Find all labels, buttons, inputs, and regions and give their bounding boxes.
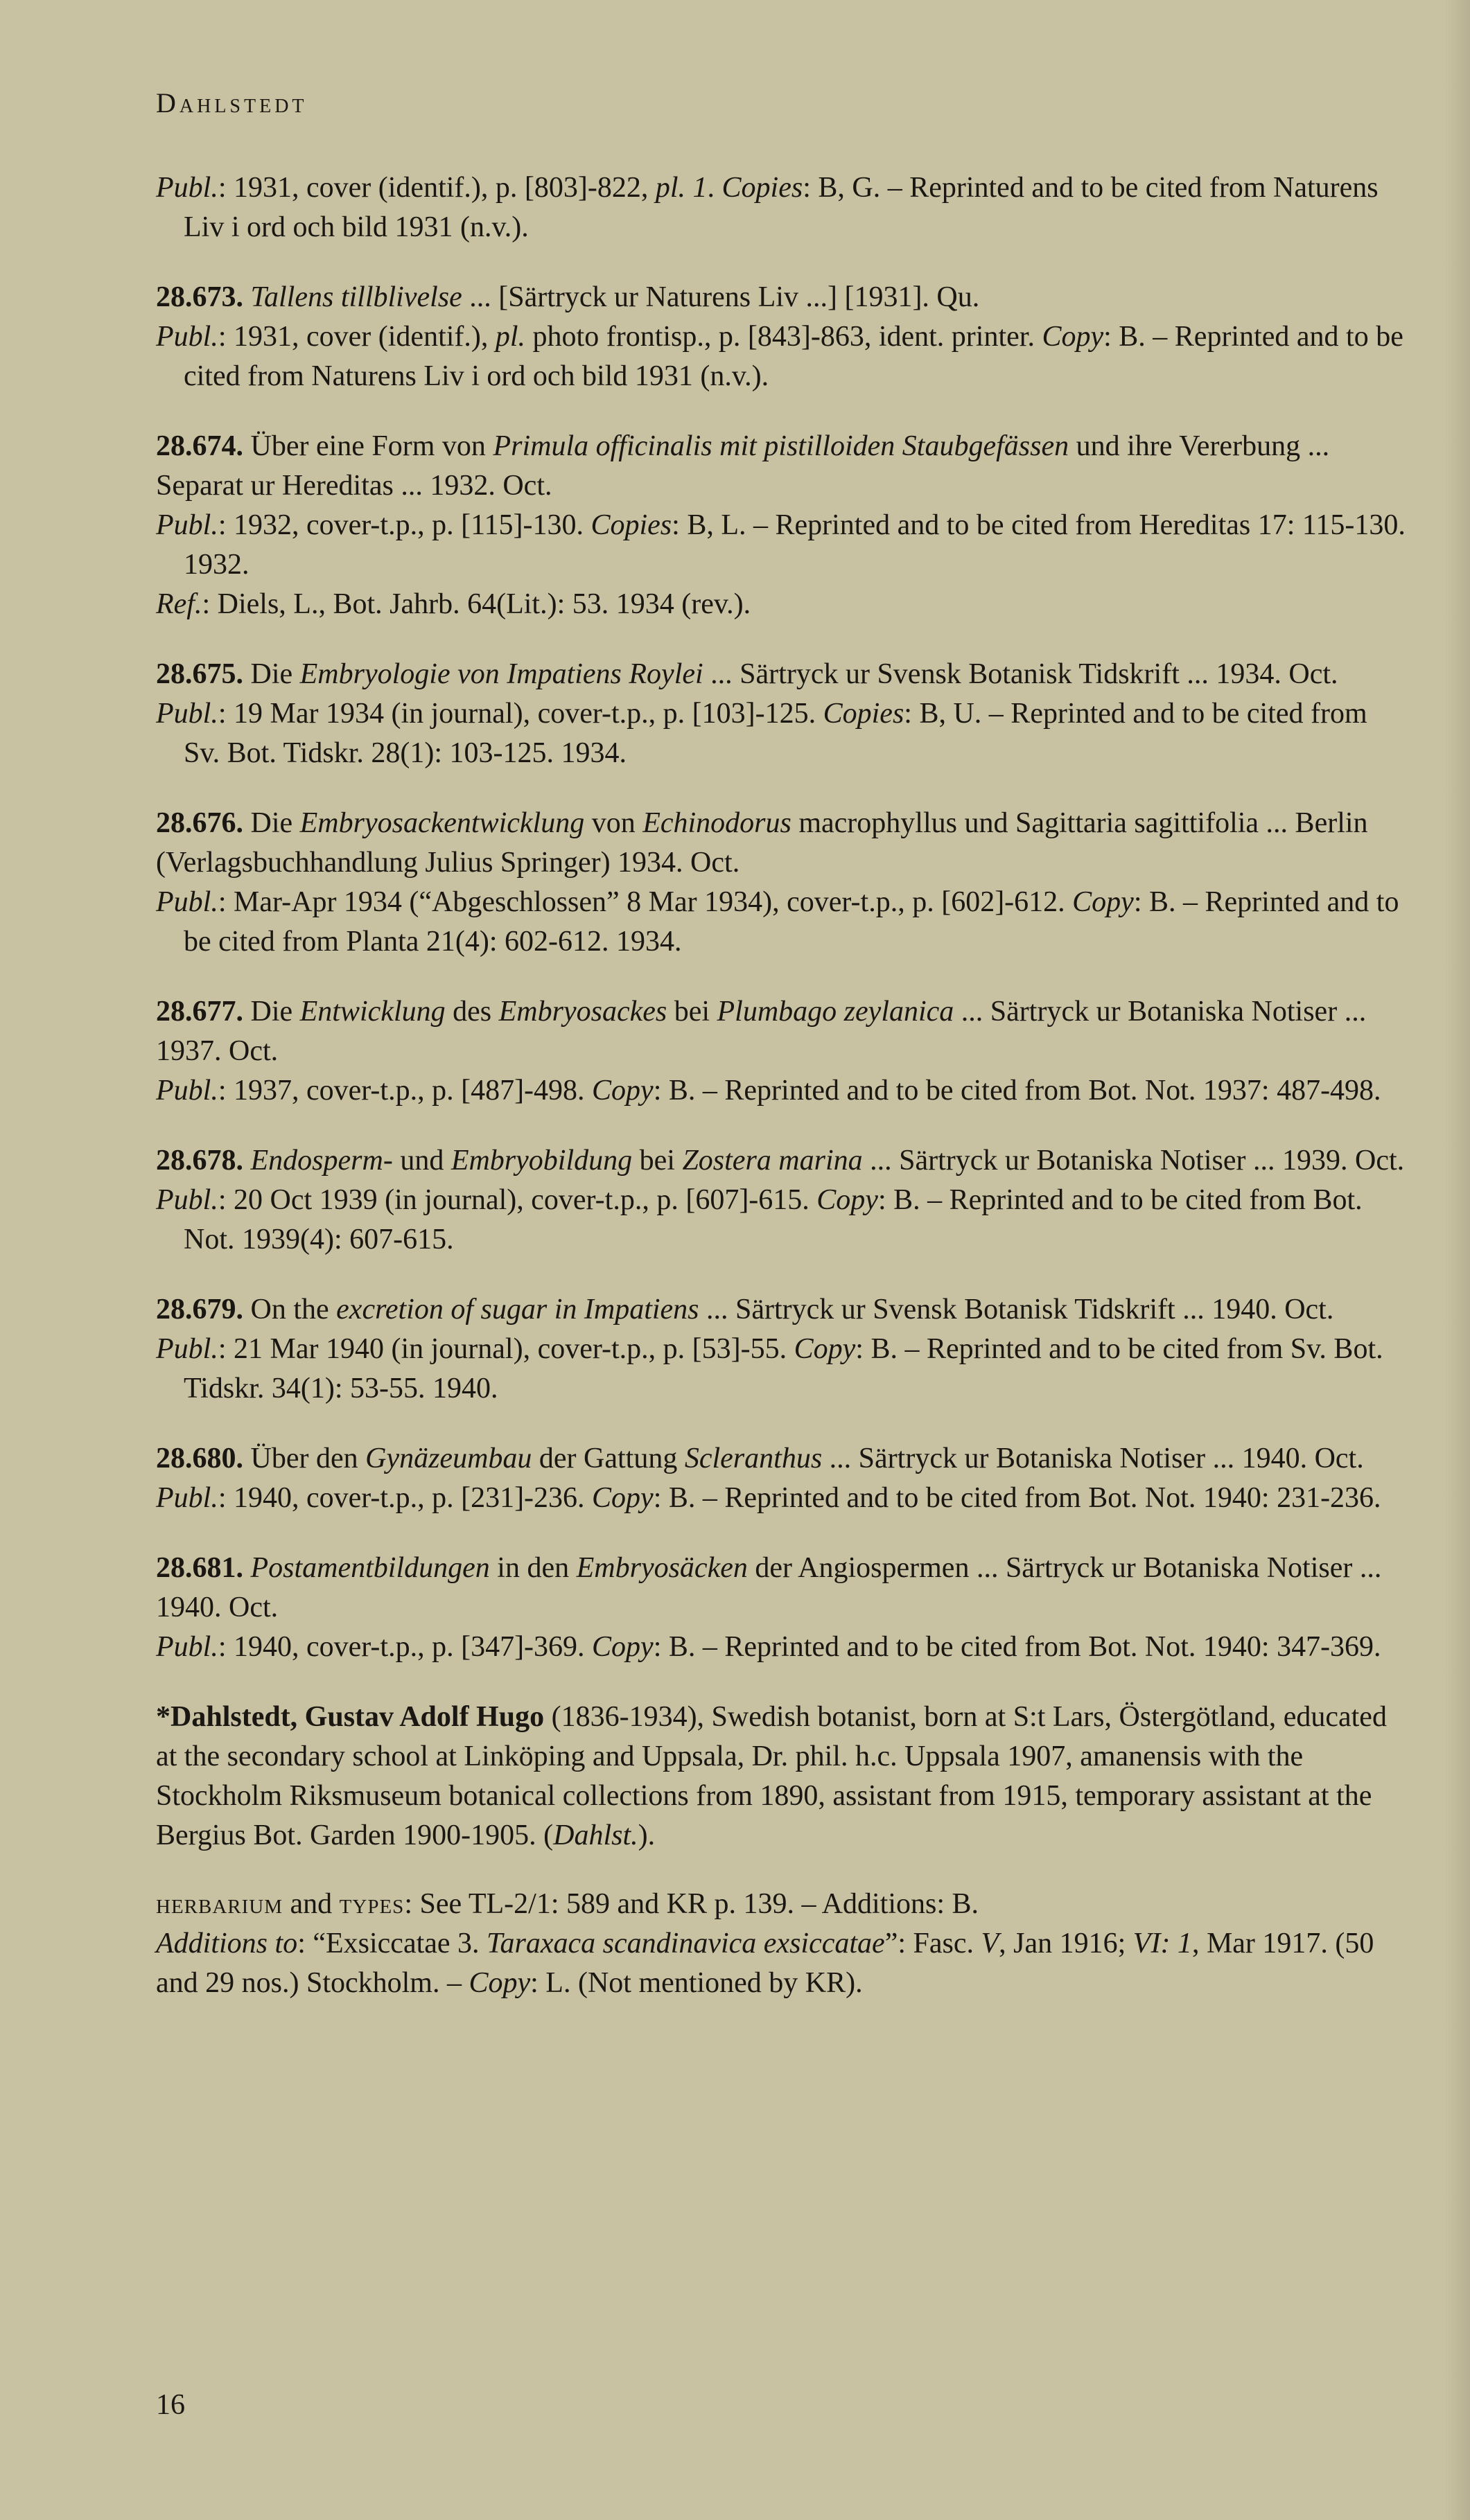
entry-title: [156, 1141, 1410, 1181]
publ-text: : 20 Oct 1939 (in journal), cover-t.p., p. [607]-615. Copy: B. – Reprinted and to be cited from Bot. Not. 1939(4): 607-615.: [184, 1184, 1363, 1255]
publ-label: Publ.: [156, 321, 218, 353]
entry-publication: [156, 506, 1410, 585]
publ-label: Publ.: [156, 1482, 218, 1514]
entry-title: [156, 1549, 1410, 1628]
entry-publication: [156, 1479, 1410, 1518]
publ-label: Publ.: [156, 1075, 218, 1107]
entry-title: [156, 992, 1410, 1071]
publ-label: Publ.: [156, 886, 218, 918]
entry-title: [156, 278, 1410, 317]
bibliography-entry: [156, 278, 1410, 396]
ref-text: : Diels, L., Bot. Jahrb. 64(Lit.): 53. 1934 (rev.).: [202, 588, 751, 620]
entry-title: [156, 804, 1410, 883]
entry-title-text: Die Embryologie von Impatiens Roylei ... Särtryck ur Svensk Botanisk Tidskrift ... 1934. Oct.: [243, 658, 1338, 690]
bibliography-entry: [156, 1549, 1410, 1667]
publ-text: : Mar-Apr 1934 (“Abgeschlossen” 8 Mar 1934), cover-t.p., p. [602]-612. Copy: B. – Reprinted and to be cited from Planta 21(4): 602-612. 1934.: [184, 886, 1399, 958]
biography-paragraph: [156, 1698, 1410, 1856]
publ-text: : 21 Mar 1940 (in journal), cover-t.p., p. [53]-55. Copy: B. – Reprinted and to be cited from Sv. Bot. Tidskr. 34(1): 53-55. 1940.: [184, 1333, 1383, 1404]
herbarium-section: [156, 1885, 1410, 2003]
entry-title-text: Tallens tillblivelse ... [Särtryck ur Naturens Liv ...] [1931]. Qu.: [250, 281, 980, 313]
entry-number: 28.676.: [156, 807, 243, 839]
publ-text: : 1931, cover (identif.), p. [803]-822, pl. 1. Copies: B, G. – Reprinted and to be cited from Naturens Liv i ord och bild 1931 (n.v.).: [184, 172, 1379, 243]
entry-publication: [156, 1330, 1410, 1409]
publ-text: : 1937, cover-t.p., p. [487]-498. Copy: B. – Reprinted and to be cited from Bot. Not. 1937: 487-498.: [218, 1075, 1381, 1107]
entry-title-text: On the excretion of sugar in Impatiens ... Särtryck ur Svensk Botanisk Tidskrift ... 1940. Oct.: [243, 1294, 1334, 1325]
entry-title-text: Postamentbildungen in den Embryosäcken der Angiospermen ... Särtryck ur Botaniska Notiser ... 1940. Oct.: [156, 1552, 1382, 1623]
entry-publication: [156, 1628, 1410, 1667]
entry-number: 28.681.: [156, 1552, 243, 1584]
bibliography-entry: [156, 804, 1410, 962]
ref-label: Ref.: [156, 588, 202, 620]
entry-publication: [156, 883, 1410, 962]
publ-label: Publ.: [156, 1631, 218, 1663]
entry-publication: [156, 1181, 1410, 1260]
entry-publication: [156, 168, 1410, 247]
entry-publication: [156, 694, 1410, 773]
publ-text: : 1940, cover-t.p., p. [347]-369. Copy: B. – Reprinted and to be cited from Bot. Not. 1940: 347-369.: [218, 1631, 1381, 1663]
entry-number: 28.678.: [156, 1145, 243, 1177]
biography-name: *Dahlstedt, Gustav Adolf Hugo: [156, 1701, 545, 1733]
bibliography-entries: [156, 168, 1410, 1667]
entry-title-text: Über den Gynäzeumbau der Gattung Scleranthus ... Särtryck ur Botaniska Notiser ... 1940. Oct.: [243, 1443, 1364, 1474]
page-edge-shadow: [1444, 0, 1470, 2520]
entry-number: 28.674.: [156, 430, 243, 462]
publ-label: Publ.: [156, 698, 218, 730]
entry-number: 28.680.: [156, 1443, 243, 1474]
herbarium-additions: Additions to: “Exsiccatae 3. Taraxaca scandinavica exsiccatae”: Fasc. V, Jan 1916; VI: 1, Mar 1917. (50 and 29 nos.) Stockholm. – Copy: L. (Not mentioned by KR).: [156, 1928, 1374, 1999]
entry-title: [156, 655, 1410, 694]
entry-number: 28.673.: [156, 281, 243, 313]
entry-title-text: Die Embryosackentwicklung von Echinodorus macrophyllus und Sagittaria sagittifolia ... Berlin (Verlagsbuchhandlung Julius Springer) 1934. Oct.: [156, 807, 1368, 879]
publ-text: : 1932, cover-t.p., p. [115]-130. Copies: B, L. – Reprinted and to be cited from Hereditas 17: 115-130. 1932.: [184, 509, 1406, 581]
entry-number: 28.677.: [156, 996, 243, 1028]
entry-title-text: Die Entwicklung des Embryosackes bei Plumbago zeylanica ... Särtryck ur Botaniska Notiser ... 1937. Oct.: [156, 996, 1367, 1067]
page-content: [156, 83, 1410, 2003]
bibliography-entry: [156, 992, 1410, 1111]
publ-label: Publ.: [156, 1184, 218, 1216]
entry-publication: [156, 317, 1410, 396]
publ-text: : 19 Mar 1934 (in journal), cover-t.p., p. [103]-125. Copies: B, U. – Reprinted and to be cited from Sv. Bot. Tidskr. 28(1): 103-125. 1934.: [184, 698, 1367, 769]
publ-text: : 1931, cover (identif.), pl. photo frontisp., p. [843]-863, ident. printer. Copy: B. – Reprinted and to be cited from Naturens Liv i ord och bild 1931 (n.v.).: [184, 321, 1403, 392]
publ-text: : 1940, cover-t.p., p. [231]-236. Copy: B. – Reprinted and to be cited from Bot. Not. 1940: 231-236.: [218, 1482, 1381, 1514]
bibliography-entry: [156, 1141, 1410, 1260]
herbarium-text: : See TL-2/1: 589 and KR p. 139. – Additions: B.: [404, 1888, 979, 1920]
biography-text: (1836-1934), Swedish botanist, born at S:t Lars, Östergötland, educated at the secondary school at Linköping and Uppsala, Dr. phil. h.c. Uppsala 1907, amanensis with the Stockholm Riksmuseum botanical collections from 1890, assistant from 1915, temporary assistant at the Bergius Bot. Garden 1900-1905. (Dahlst.).: [156, 1701, 1387, 1851]
publ-label: Publ.: [156, 509, 218, 541]
entry-publication: [156, 1071, 1410, 1111]
bibliography-entry: [156, 427, 1410, 624]
publ-label: Publ.: [156, 172, 218, 204]
entry-reference: [156, 585, 1410, 624]
entry-number: 28.679.: [156, 1294, 243, 1325]
page-number: 16: [156, 2389, 185, 2421]
herbarium-label: herbarium and types: [156, 1888, 405, 1920]
entry-title: [156, 1290, 1410, 1330]
entry-title-text: Über eine Form von Primula officinalis mit pistilloiden Staubgefässen und ihre Vererbung ... Separat ur Hereditas ... 1932. Oct.: [156, 430, 1330, 502]
bibliography-entry: [156, 1439, 1410, 1518]
publ-label: Publ.: [156, 1333, 218, 1365]
running-head: Dahlstedt: [156, 87, 308, 118]
bibliography-entry: [156, 1290, 1410, 1409]
bibliography-entry: [156, 655, 1410, 773]
entry-title: [156, 1439, 1410, 1479]
entry-number: 28.675.: [156, 658, 243, 690]
entry-title-text: Endosperm- und Embryobildung bei Zostera marina ... Särtryck ur Botaniska Notiser ... 1939. Oct.: [250, 1145, 1405, 1177]
bibliography-entry: [156, 168, 1410, 247]
entry-title: [156, 427, 1410, 506]
